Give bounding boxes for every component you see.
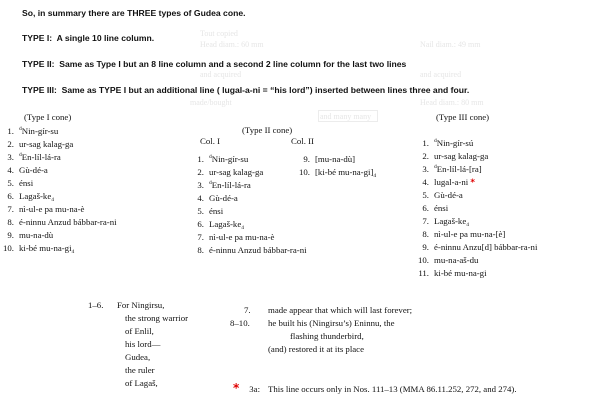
ghost-text: Tout copied (200, 29, 238, 38)
list-item: 3. $^d$En-líl-lá-ra (7, 152, 61, 162)
footnote-text: This line occurs only in Nos. 111–13 (MMA 86.11.252, 272, and 274). (268, 384, 517, 394)
ghost-box (318, 110, 378, 122)
list-item: 1. $^d$Nin-gír-su (7, 126, 59, 136)
list-item: 6. Lagaš-$ke_4$ (197, 219, 244, 231)
list-item: 8. é-ninnu Anzud bábbar-ra-ni (197, 245, 307, 255)
ghost-text: and acquired (200, 70, 242, 79)
translation-line: the strong warrior (125, 313, 189, 323)
list-item: 3. $^d$En-líl-lá-[ra] (422, 164, 482, 174)
translation-item-8-num: 8–10. (230, 318, 250, 328)
list-item: 4. Gù-dé-a (7, 165, 48, 175)
type1-summary (22, 33, 154, 43)
type2-label: TYPE II: (22, 59, 55, 69)
list-item: 7. nì-ul-e pa mu-na-è (7, 204, 85, 214)
translation-line: his lord— (125, 339, 161, 349)
translation-line: For Ningirsu, (117, 300, 165, 310)
list-item: 2. ur-sag kalag-ga (197, 167, 264, 177)
list-item: 7. Lagaš-$ke_4$ (422, 216, 469, 228)
translation-line: Gudea, (125, 352, 151, 362)
type2-text: Same as Type I but an 8 line column and a second 2 line column for the last two lines (59, 59, 407, 69)
translation-item-7-num: 7. (244, 305, 251, 315)
list-item: 1. $^d$Nin-gír-sú (422, 138, 474, 148)
type2-cone-header: (Type II cone) (242, 125, 293, 135)
col2-label: Col. II (291, 136, 314, 146)
translation-line: of Lagaš, (125, 378, 158, 388)
type1-label: TYPE I: (22, 33, 53, 43)
list-item: 11. ki-bé mu-na-gi (418, 268, 487, 278)
ghost-text: and many many (320, 112, 372, 121)
ghost-text: Nail diam.: 49 mm (420, 40, 481, 49)
list-item: 5. Gù-dé-a (422, 190, 463, 200)
list-item: 5. énsi (197, 206, 224, 216)
ghost-text: and acquired (420, 70, 462, 79)
list-item: 5. énsi (7, 178, 34, 188)
list-item: 10. mu-na-aš-du (418, 255, 479, 265)
translation-line: the ruler (125, 365, 155, 375)
translation-item-8-cont1: flashing thunderbird, (290, 331, 364, 341)
type1-cone-header: (Type I cone) (24, 112, 72, 122)
translation-line: of Enlil, (125, 326, 154, 336)
list-item: 8. é-ninnu Anzud bábbar-ra-ni (7, 217, 117, 227)
translation-item-8-text: he built his (Ningirsu’s) Eninnu, the (268, 318, 395, 328)
list-item: 10. ki-bé $mu-na-gi_4$ (3, 243, 75, 255)
type3-summary (22, 85, 469, 95)
list-item: 4. lugal-a-ni * (422, 177, 476, 188)
list-item: 1. $^d$Nin-gír-su (197, 154, 249, 164)
list-item: 2. ur-sag kalag-ga (7, 139, 74, 149)
list-item: 7. nì-ul-e pa mu-na-è (197, 232, 275, 242)
type3-label: TYPE III: (22, 85, 57, 95)
list-item: 2. ur-sag kalag-ga (422, 151, 489, 161)
type3-text: Same as TYPE I but an additional line ( lugal-a-ni = “his lord”) inserted between lines three and four. (61, 85, 470, 95)
summary-intro: So, in summary there are THREE types of Gudea cone. (22, 8, 246, 18)
star-marker: * (470, 178, 476, 188)
list-item: 10. [ki-bé $mu-na-gi]_4$ (299, 167, 377, 179)
list-item: 6. Lagaš-$ke_4$ (7, 191, 54, 203)
col1-label: Col. I (200, 136, 221, 146)
list-item: 8. nì-ul-e pa mu-na-[è] (422, 229, 506, 239)
ghost-text: Head diam.: 80 mm (420, 98, 484, 107)
list-item: 4. Gù-dé-a (197, 193, 238, 203)
list-item: 9. é-ninnu Anzu[d] bábbar-ra-ni (422, 242, 538, 252)
translation-left-range: 1–6. (88, 300, 104, 310)
ghost-text: made/bought (190, 98, 232, 107)
list-item: 9. mu-na-dù (7, 230, 54, 240)
list-item: 3. $^d$En-líl-lá-ra (197, 180, 251, 190)
type2-summary (22, 59, 406, 69)
type3-cone-header: (Type III cone) (436, 112, 490, 122)
translation-item-8-cont2: (and) restored it at its place (268, 344, 364, 354)
footnote (233, 379, 517, 397)
star-marker: * (233, 381, 240, 395)
footnote-label: 3a: (249, 384, 261, 394)
type1-text: A single 10 line column. (56, 33, 155, 43)
list-item: 9. [mu-na-dù] (303, 154, 356, 164)
list-item: 6. énsi (422, 203, 449, 213)
translation-item-7-text: made appear that which will last forever; (268, 305, 413, 315)
ghost-text: Head diam.: 60 mm (200, 40, 264, 49)
